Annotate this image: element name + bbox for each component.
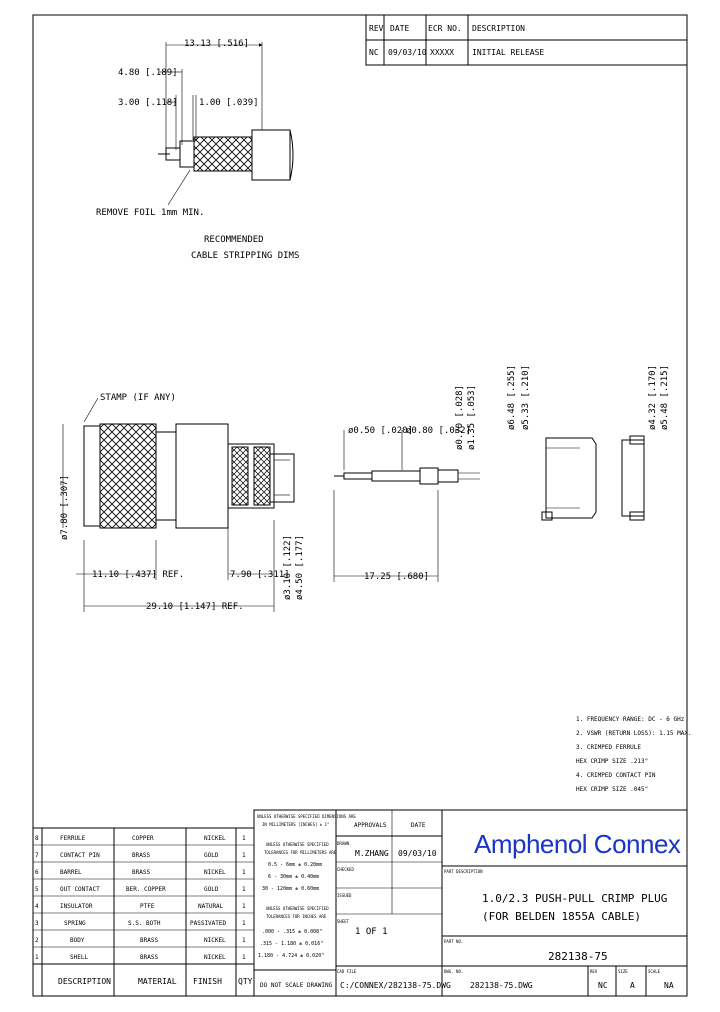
part-no: 282138-75	[548, 950, 608, 963]
brand-logo: Amphenol Connex	[474, 829, 681, 859]
rev-header-rev: REV	[369, 24, 384, 33]
bom-qty: 1	[242, 852, 246, 859]
revision-table	[366, 15, 687, 65]
dim-tip-dia: ø0.50 [.020]	[348, 426, 414, 436]
stripping-caption-1: RECOMMENDED	[204, 235, 264, 245]
note-4: 4. CRIMPED CONTACT PIN	[576, 772, 656, 779]
dim-contact-length: 17.25 [.680]	[364, 572, 430, 582]
bom-finish: NICKEL	[204, 835, 226, 842]
bom-finish: NATURAL	[198, 903, 224, 910]
bom-header-material: MATERIAL	[138, 977, 177, 986]
part-desc-line1: 1.0/2.3 PUSH-PULL CRIMP PLUG	[482, 892, 668, 905]
bom-item: 3	[35, 920, 39, 927]
part-no-label: PART NO.	[444, 939, 464, 944]
dim-shank-dia: ø0.80 [.032]	[406, 426, 472, 436]
bom-item: 5	[35, 886, 39, 893]
dim-ferrule-outer: ø4.50 [.177]	[295, 534, 305, 600]
note-3: 3. CRIMPED FERRULE	[576, 744, 642, 751]
title-block	[442, 810, 687, 996]
bom-qty: 1	[242, 954, 246, 961]
bom-description: BARREL	[60, 869, 82, 876]
foil-note: REMOVE FOIL 1mm MIN.	[96, 208, 205, 218]
dim-ferrule-id: ø5.33 [.210]	[521, 364, 531, 430]
bom-description: OUT CONTACT	[60, 886, 100, 893]
bom-item: 2	[35, 937, 39, 944]
dim-crimp-outer: ø5.48 [.215]	[660, 364, 670, 430]
dim-knurl-dia: ø7.80 [.307]	[60, 474, 70, 540]
cable-stripping-detail	[96, 39, 299, 261]
part-desc-line2: (FOR BELDEN 1855A CABLE)	[482, 910, 641, 923]
rev-header-description: DESCRIPTION	[472, 24, 525, 33]
bom-material: PTFE	[140, 903, 155, 910]
drawn-label: DRAWN	[337, 841, 350, 846]
bom-header-description: DESCRIPTION	[58, 977, 111, 986]
sheet-label: SHEET	[337, 919, 350, 924]
drawn-by: M.ZHANG	[355, 849, 389, 858]
bom-header-finish: FINISH	[193, 977, 222, 986]
bom-table	[33, 828, 254, 996]
bom-qty: 1	[242, 835, 246, 842]
dim-strip-dielectric: 4.80 [.189]	[118, 68, 178, 78]
ferrule-view	[507, 365, 670, 520]
dim-barrel-outer: ø1.35 [.053]	[467, 384, 477, 450]
sheet-value: 1 OF 1	[355, 927, 388, 937]
tol-mm-3: 30 - 120mm ± 0.60mm	[262, 886, 320, 892]
bom-qty: 1	[242, 903, 246, 910]
bom-material: BRASS	[132, 852, 151, 859]
cad-label: CAD FILE	[337, 969, 357, 974]
approvals-block	[336, 810, 451, 996]
contact-pin-view	[334, 385, 480, 582]
bom-finish: NICKEL	[204, 937, 226, 944]
dim-ferrule-inner: ø3.10 [.122]	[283, 534, 293, 600]
note-3b: HEX CRIMP SIZE .213"	[576, 758, 649, 765]
rev-description: INITIAL RELEASE	[472, 48, 545, 57]
part-desc-label: PART DESCRIPTION	[444, 869, 483, 874]
bom-material: BER. COPPER	[126, 886, 166, 893]
bom-description: FERRULE	[60, 835, 86, 842]
note-4b: HEX CRIMP SIZE .045"	[576, 786, 649, 793]
bom-description: SPRING	[64, 920, 86, 927]
bom-description: SHELL	[70, 954, 89, 961]
rev-date: 09/03/10	[388, 48, 427, 57]
bom-finish: PASSIVATED	[190, 920, 227, 927]
rev-header-ecr: ECR NO.	[428, 24, 462, 33]
scale-label: SCALE	[648, 969, 661, 974]
bom-qty: 1	[242, 886, 246, 893]
tol-inch-1: .000 - .315 ± 0.008"	[262, 929, 323, 935]
stripping-caption-2: CABLE STRIPPING DIMS	[191, 251, 300, 261]
rev-value-title: NC	[598, 981, 608, 990]
bom-qty: 1	[242, 869, 246, 876]
bom-description: BODY	[70, 937, 85, 944]
dwg-no-label: DWG. NO.	[444, 969, 464, 974]
rev-header-date: DATE	[390, 24, 410, 33]
rev-value: NC	[369, 48, 379, 57]
dim-ferrule-length: 7.90 [.311]	[230, 570, 290, 580]
dim-strip-braid: 1.00 [.039]	[199, 98, 259, 108]
size-label: SIZE	[618, 969, 628, 974]
bom-material: BRASS	[132, 869, 151, 876]
dim-ferrule-od: ø6.48 [.255]	[507, 364, 517, 430]
tol-footer: DO NOT SCALE DRAWING	[260, 982, 333, 989]
bom-material: BRASS	[140, 954, 159, 961]
tol-mm-2: 6 - 30mm ± 0.40mm	[268, 874, 320, 880]
issued-label: ISSUED	[337, 893, 352, 898]
tol-head-2: IN MILLIMETERS [INCHES] ± 1°	[262, 822, 330, 827]
notes	[576, 716, 692, 793]
bom-description: CONTACT PIN	[60, 852, 100, 859]
note-2: 2. VSWR (RETURN LOSS): 1.15 MAX.	[576, 730, 692, 737]
dim-strip-overall: 13.13 [.516]	[184, 39, 250, 49]
tol-head-1: UNLESS OTHERWISE SPECIFIED DIMENSIONS ARE	[257, 814, 356, 819]
bom-item: 7	[35, 852, 39, 859]
dim-strip-center: 3.00 [.118]	[118, 98, 178, 108]
bom-qty: 1	[242, 937, 246, 944]
bom-material: COPPER	[132, 835, 154, 842]
tol-mm-1: 0.5 - 6mm ± 0.20mm	[268, 862, 323, 868]
bom-finish: NICKEL	[204, 954, 226, 961]
bom-item: 4	[35, 903, 39, 910]
bom-item: 6	[35, 869, 39, 876]
dim-front-length: 11.10 [.437] REF.	[92, 570, 185, 580]
bom-material: BRASS	[140, 937, 159, 944]
stamp-note: STAMP (IF ANY)	[100, 393, 176, 403]
dim-crimp-inner: ø4.32 [.170]	[648, 364, 658, 430]
bom-material: S.S. BOTH	[128, 920, 161, 927]
rev-ecr: XXXXX	[430, 48, 455, 57]
bom-description: INSULATOR	[60, 903, 93, 910]
dim-barrel-inner: ø0.70 [.028]	[455, 384, 465, 450]
approvals-date-header: DATE	[411, 822, 426, 829]
tol-inch-3: 1.180 - 4.724 ± 0.020"	[258, 953, 325, 959]
bom-header-qty: QTY	[238, 977, 253, 986]
note-1: 1. FREQUENCY RANGE: DC - 6 GHz	[576, 716, 685, 723]
tol-head-4: TOLERANCES FOR MILLIMETERS ARE	[264, 850, 337, 855]
approvals-header: APPROVALS	[354, 822, 387, 829]
bom-finish: NICKEL	[204, 869, 226, 876]
bom-finish: GOLD	[204, 852, 219, 859]
scale-value: NA	[664, 981, 674, 990]
tol-head-6: TOLERANCES FOR INCHES ARE	[266, 914, 327, 919]
dim-overall-length: 29.10 [1.147] REF.	[146, 602, 244, 612]
checked-label: CHECKED	[337, 867, 354, 872]
drawn-date: 09/03/10	[398, 849, 437, 858]
bom-item: 1	[35, 954, 39, 961]
tol-head-3: UNLESS OTHERWISE SPECIFIED	[266, 842, 329, 847]
tol-inch-2: .315 - 1.180 ± 0.016"	[260, 941, 324, 947]
cad-file: C:/CONNEX/282138-75.DWG	[340, 981, 451, 990]
bom-item: 8	[35, 835, 39, 842]
assembly-view	[60, 393, 305, 612]
bom-qty: 1	[242, 920, 246, 927]
size-value: A	[630, 981, 635, 990]
bom-finish: GOLD	[204, 886, 219, 893]
rev-label: REV	[590, 969, 598, 974]
dwg-no: 282138-75.DWG	[470, 981, 533, 990]
tol-head-5: UNLESS OTHERWISE SPECIFIED	[266, 906, 329, 911]
